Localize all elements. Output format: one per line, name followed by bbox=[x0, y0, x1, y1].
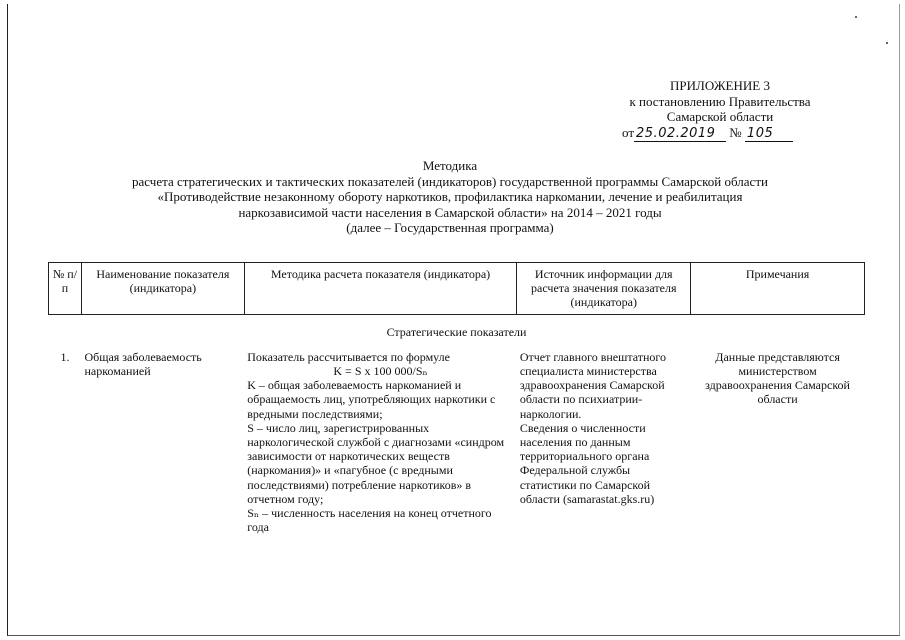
appendix-title: ПРИЛОЖЕНИЕ 3 bbox=[670, 78, 770, 93]
header-number: № п/п bbox=[49, 263, 82, 315]
method-k-definition: K – общая заболеваемость наркоманией и обращаемость лиц, употребляющих наркотики с вредными последствиями; bbox=[247, 378, 496, 421]
title-line-3: «Противодействие незаконному обороту наркотиков, профилактика наркомании, лечение и реабилитация bbox=[157, 189, 743, 204]
handwritten-number: 105 bbox=[745, 126, 793, 143]
appendix-date-number-line bbox=[600, 125, 840, 143]
table-row bbox=[49, 347, 865, 538]
method-sn-definition: Sₙ – численность населения на конец отчетного года bbox=[247, 506, 492, 535]
header-notes: Примечания bbox=[691, 263, 865, 315]
header-calculation-method: Методика расчета показателя (индикатора) bbox=[244, 263, 517, 315]
number-prefix: № bbox=[729, 124, 742, 140]
handwritten-date: 25.02.2019 bbox=[634, 126, 726, 143]
table-header-row bbox=[49, 263, 865, 315]
row-notes: Данные представляются министерством здравоохранения Самарской области bbox=[705, 349, 850, 407]
scan-speck bbox=[886, 42, 888, 44]
title-line-2: расчета стратегических и тактических показателей (индикаторов) государственной программы Самарской области bbox=[132, 173, 768, 189]
appendix-region: Самарской области bbox=[666, 109, 774, 124]
indicators-table bbox=[48, 262, 865, 537]
row-number: 1. bbox=[60, 349, 70, 364]
appendix-resolution: к постановлению Правительства bbox=[629, 93, 811, 109]
method-intro: Показатель рассчитывается по формуле bbox=[247, 349, 450, 364]
scan-speck bbox=[855, 16, 857, 18]
row-information-source bbox=[517, 347, 691, 538]
method-formula: K = S x 100 000/Sₙ bbox=[333, 364, 428, 379]
title-methodology: Методика bbox=[422, 158, 478, 173]
date-prefix: от bbox=[622, 124, 635, 140]
source-population-data: Сведения о численности населения по данным территориального органа Федеральной службы статистики по Самарской области (samarastat.gks.ru) bbox=[519, 420, 655, 506]
appendix-block bbox=[600, 78, 840, 142]
section-row bbox=[49, 314, 865, 347]
source-report: Отчет главного внештатного специалиста министерства здравоохранения Самарской области по психиатрии-наркологии. bbox=[519, 349, 667, 421]
section-strategic-indicators: Стратегические показатели bbox=[386, 324, 527, 339]
document-title bbox=[40, 158, 860, 236]
title-line-4: наркозависимой части населения в Самарской области» на 2014 – 2021 годы bbox=[238, 204, 662, 220]
row-indicator-name: Общая заболеваемость наркоманией bbox=[84, 349, 202, 379]
method-s-definition: S – число лиц, зарегистрированных наркологической службой с диагнозами «синдром зависимости от наркотических веществ (наркомания)» и «пагубное (с вредными последствиями) потребление наркотиков» в отчетном году; bbox=[247, 420, 505, 506]
title-line-5: (далее – Государственная программа) bbox=[346, 220, 554, 235]
row-calculation-method bbox=[244, 347, 517, 538]
header-information-source: Источник информации для расчета значения показателя (индикатора) bbox=[517, 263, 691, 315]
header-indicator-name: Наименование показателя (индикатора) bbox=[81, 263, 244, 315]
